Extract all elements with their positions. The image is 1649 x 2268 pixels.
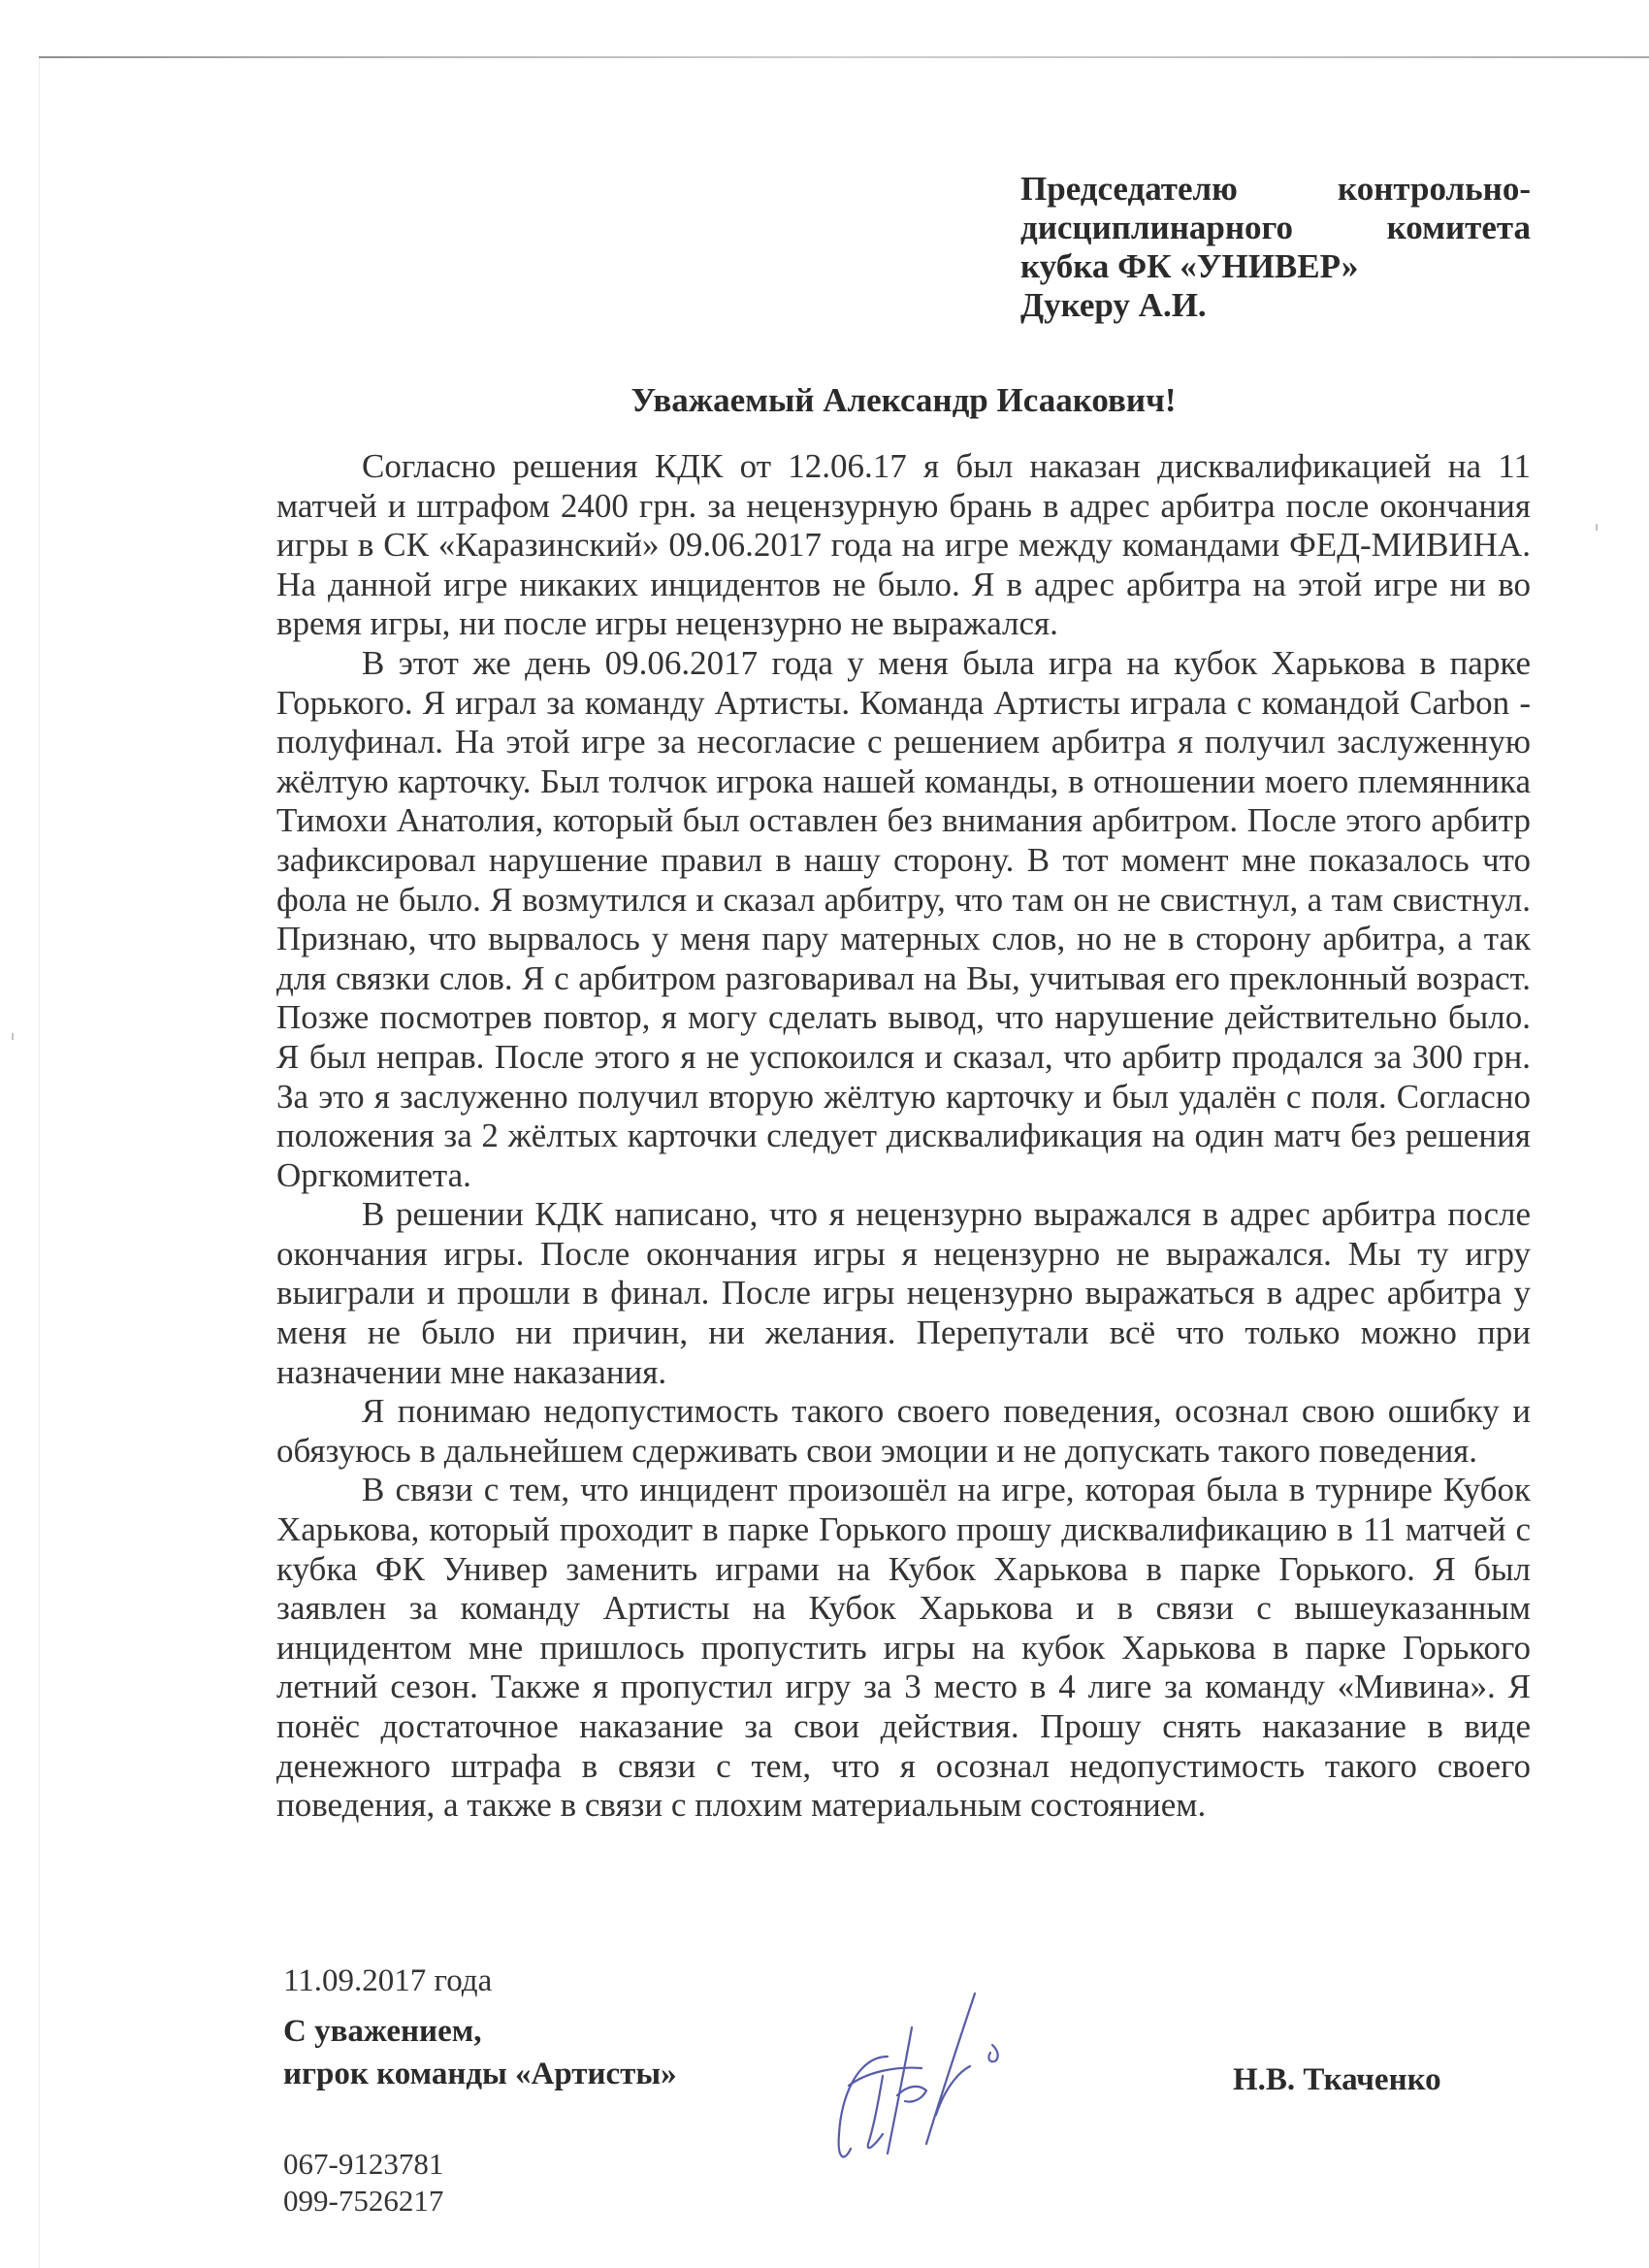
- addressee-word: контрольно-: [1338, 170, 1531, 208]
- scan-paper-edge: [39, 56, 1649, 58]
- scan-paper-left-edge: [39, 58, 40, 2268]
- signature-stroke: [936, 2066, 970, 2115]
- addressee-word: комитета: [1386, 209, 1531, 246]
- scan-speck: [1596, 524, 1598, 531]
- body-paragraph: Согласно решения КДК от 12.06.17 я был наказан дисквалификацией на 11 матчей и штрафом 2400 грн. за нецензурную брань в адрес арбитра после окончания игры в СК «Каразинский» 09.06.2017 года на игре между командами ФЕД-МИВИНА. На данной игре никаких инцидентов не было. Я в адрес арбитра на этой игре ни во время игры, ни после игры нецензурно не выражался.: [276, 447, 1531, 643]
- body-paragraph: В этот же день 09.06.2017 года у меня была игра на кубок Харькова в парке Горького. Я играл за команду Артисты. Команда Артисты играла с командой Carbon - полуфинал. На этой игре за несогласие с решением арбитра я получил заслуженную жёлтую карточку. Был толчок игрока нашей команды, в отношении моего племянника Тимохи Анатолия, который был оставлен без внимания арбитром. После этого арбитр зафиксировал нарушение правил в нашу сторону. В тот момент мне показалось что фола не было. Я возмутился и сказал арбитру, что там он не свистнул, а там свистнул. Признаю, что вырвалось у меня пару матерных слов, но не в сторону арбитра, а так для связки слов. Я с арбитром разговаривал на Вы, учитывая его преклонный возраст. Позже посмотрев повтор, я могу сделать вывод, что нарушение действительно было. Я был неправ. После этого я не успокоился и сказал, что арбитр продался за 300 грн. За это я заслуженно получил вторую жёлтую карточку и был удалён с поля. Согласно положения за 2 жёлтых карточки следует дисквалификация на один матч без решения Оргкомитета.: [276, 643, 1531, 1194]
- letter-body: [276, 447, 1531, 1826]
- phone-number: 099-7526217: [283, 2184, 444, 2218]
- body-paragraph: Я понимаю недопустимость такого своего поведения, осознал свою ошибку и обязуюсь в дальнейшем сдерживать свои эмоции и не допускать такого поведения.: [276, 1392, 1531, 1470]
- addressee-line-1: [1020, 170, 1531, 209]
- addressee-block: [1020, 170, 1531, 325]
- signature-stroke: [868, 2076, 883, 2148]
- signer-name: Н.В. Ткаченко: [1233, 2062, 1441, 2097]
- closing-block: [283, 2010, 677, 2095]
- signature-stroke: [888, 2027, 912, 2154]
- addressee-word: Председателю: [1020, 170, 1238, 208]
- addressee-line-2: [1020, 209, 1531, 247]
- signature-stroke: [988, 2045, 997, 2061]
- body-paragraph: В решении КДК написано, что я нецензурно выражался в адрес арбитра после окончания игры. После окончания игры я нецензурно не выражался. Мы ту игру выиграли и прошли в финал. После игры нецензурно выражаться в адрес арбитра у меня не было ни причин, ни желания. Перепутали всё что только можно при назначении мне наказания.: [276, 1195, 1531, 1391]
- closing-role: игрок команды «Артисты»: [283, 2057, 677, 2091]
- greeting: Уважаемый Александр Исаакович!: [630, 381, 1177, 419]
- phone-numbers: [283, 2146, 443, 2219]
- phone-number: 067-9123781: [283, 2147, 444, 2181]
- closing-regards: С уважением,: [283, 2014, 482, 2049]
- addressee-line-3: кубка ФК «УНИВЕР»: [1020, 247, 1359, 285]
- handwritten-signature: [829, 1989, 1033, 2173]
- scan-speck: [12, 1033, 14, 1040]
- addressee-word: дисциплинарного: [1020, 209, 1294, 246]
- letter-date: 11.09.2017 года: [283, 1963, 493, 1998]
- body-paragraph: В связи с тем, что инцидент произошёл на игре, которая была в турнире Кубок Харькова, который проходит в парке Горького прошу дисквалификацию в 11 матчей с кубка ФК Универ заменить играми на Кубок Харькова в парке Горького. Я был заявлен за команду Артисты на Кубок Харькова и в связи с вышеуказанным инцидентом мне пришлось пропустить игры на кубок Харькова в парке Горького летний сезон. Также я пропустил игру за 3 место в 4 лиге за команду «Мивина». Я понёс достаточное наказание за свои действия. Прошу снять наказание в виде денежного штрафа в связи с тем, что я осознал недопустимость такого своего поведения, а также в связи с плохим материальным состоянием.: [276, 1471, 1531, 1825]
- addressee-line-4: Дукеру А.И.: [1020, 286, 1207, 324]
- signature-stroke: [897, 2087, 926, 2102]
